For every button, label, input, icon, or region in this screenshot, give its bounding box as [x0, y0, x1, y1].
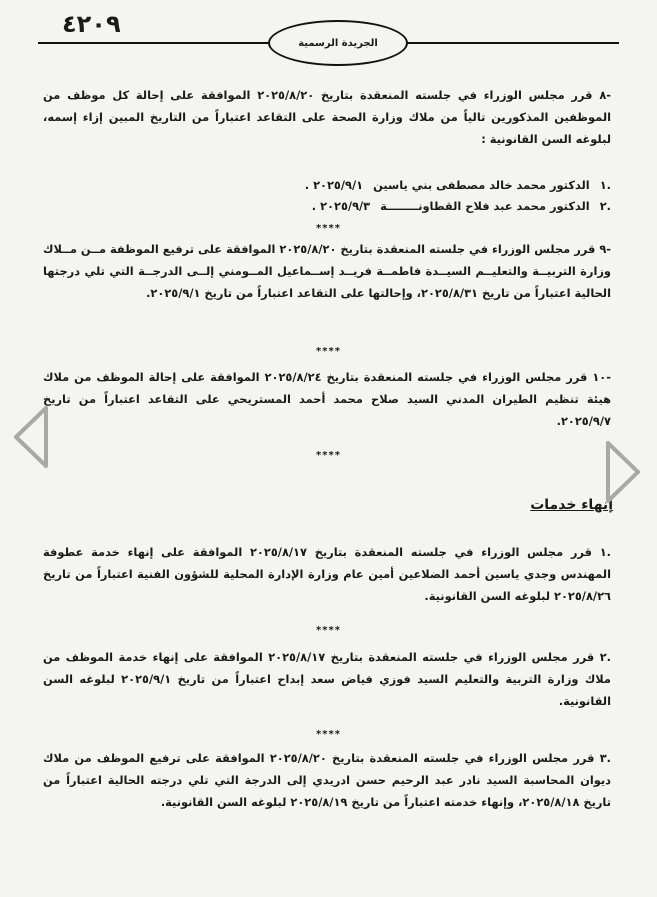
service-item-2	[43, 646, 611, 712]
item-number: .١	[599, 545, 611, 559]
chevron-left-icon[interactable]	[10, 402, 50, 472]
item-number: .٣	[599, 751, 611, 765]
retire-date: ٢٠٢٥/٩/٣ .	[311, 199, 371, 213]
list-number: .١	[599, 178, 611, 192]
person-name: الدكتور محمد خالد مصطفى بني ياسين	[373, 178, 590, 192]
separator: ****	[316, 450, 341, 461]
item-number: -١٠	[592, 370, 611, 384]
separator: ****	[316, 625, 341, 636]
item-text: قرر مجلس الوزراء في جلسته المنعقدة بتاريخ ٢٠٢٥/٨/٢٠ الموافقة على إحالة كل موظف من الموظفين المذكورين تالياً من ملاك وزارة الصحة على التقاعد اعتباراً من التاريخ المبين إزاء إسمه، لبلوغه السن القانونية :	[43, 88, 611, 146]
item-text: قرر مجلس الوزراء في جلسته المنعقدة بتاريخ ٢٠٢٥/٨/٢٠ الموافقة على ترفيع الموظفة مــن مــلاك وزارة التربيــة والتعليــم السيــدة فاطمــة فريــد إســماعيل المــومني إلــى الدرجــة التي تلي درجتها الحالية اعتباراً من تاريخ ٢٠٢٥/٨/٣١، وإحالتها على التقاعد اعتباراً من تاريخ ٢٠٢٥/٩/١.	[43, 242, 611, 300]
service-item-3	[43, 747, 611, 813]
chevron-right-icon[interactable]	[604, 437, 644, 507]
gazette-title-oval	[268, 20, 408, 66]
item-10	[43, 366, 611, 432]
separator: ****	[316, 223, 341, 234]
person-name: الدكتور محمد عبد فلاح القطاونــــــــة	[380, 199, 590, 213]
item-9	[43, 238, 611, 304]
item-text: قرر مجلس الوزراء في جلسته المنعقدة بتاريخ ٢٠٢٥/٨/٢٠ الموافقة على ترفيع الموظف من ملاك ديوان المحاسبة السيد نادر عبد الرحيم حسن ادريدي إلى الدرجة التي تلي درجته الحالية اعتباراً من تاريخ ٢٠٢٥/٨/١٨، وإنهاء خدمته اعتباراً من تاريخ ٢٠٢٥/٨/١٩ لبلوغه السن القانونية.	[43, 751, 611, 809]
separator: ****	[316, 346, 341, 357]
gazette-title: الجريدة الرسمية	[298, 37, 378, 49]
retire-date: ٢٠٢٥/٩/١ .	[304, 178, 364, 192]
page-number: ٤٢٠٩	[62, 10, 121, 38]
names-list	[43, 175, 611, 217]
list-number: .٢	[599, 199, 611, 213]
item-text: قرر مجلس الوزراء في جلسته المنعقدة بتاريخ ٢٠٢٥/٨/٢٤ الموافقة على إحالة الموظف من ملاك هيئة تنظيم الطيران المدني السيد صلاح محمد أحمد المستريحي على التقاعد اعتباراً من تاريخ ٢٠٢٥/٩/٧.	[43, 370, 611, 428]
list-item	[43, 196, 611, 217]
item-text: قرر مجلس الوزراء في جلسته المنعقدة بتاريخ ٢٠٢٥/٨/١٧ الموافقة على إنهاء خدمة الموظف من ملاك وزارة التربية والتعليم السيد فوزي فياض سعد إبداح اعتباراً من تاريخ ٢٠٢٥/٩/١ لبلوغه السن القانونية.	[43, 650, 611, 708]
item-number: -٩	[599, 242, 611, 256]
item-8	[43, 84, 611, 150]
item-number: .٢	[599, 650, 611, 664]
item-text: قرر مجلس الوزراء في جلسته المنعقدة بتاريخ ٢٠٢٥/٨/١٧ الموافقة على إنهاء خدمة عطوفة المهندس وجدي ياسين أحمد الضلاعين أمين عام وزارة الإدارة المحلية للشؤون الفنية اعتباراً من تاريخ ٢٠٢٥/٨/٢٦ لبلوغه السن القانونية.	[43, 545, 611, 603]
item-number: -٨	[599, 88, 611, 102]
separator: ****	[316, 729, 341, 740]
service-item-1	[43, 541, 611, 607]
list-item	[43, 175, 611, 196]
section-title: إنهاء خدمات	[530, 497, 613, 513]
